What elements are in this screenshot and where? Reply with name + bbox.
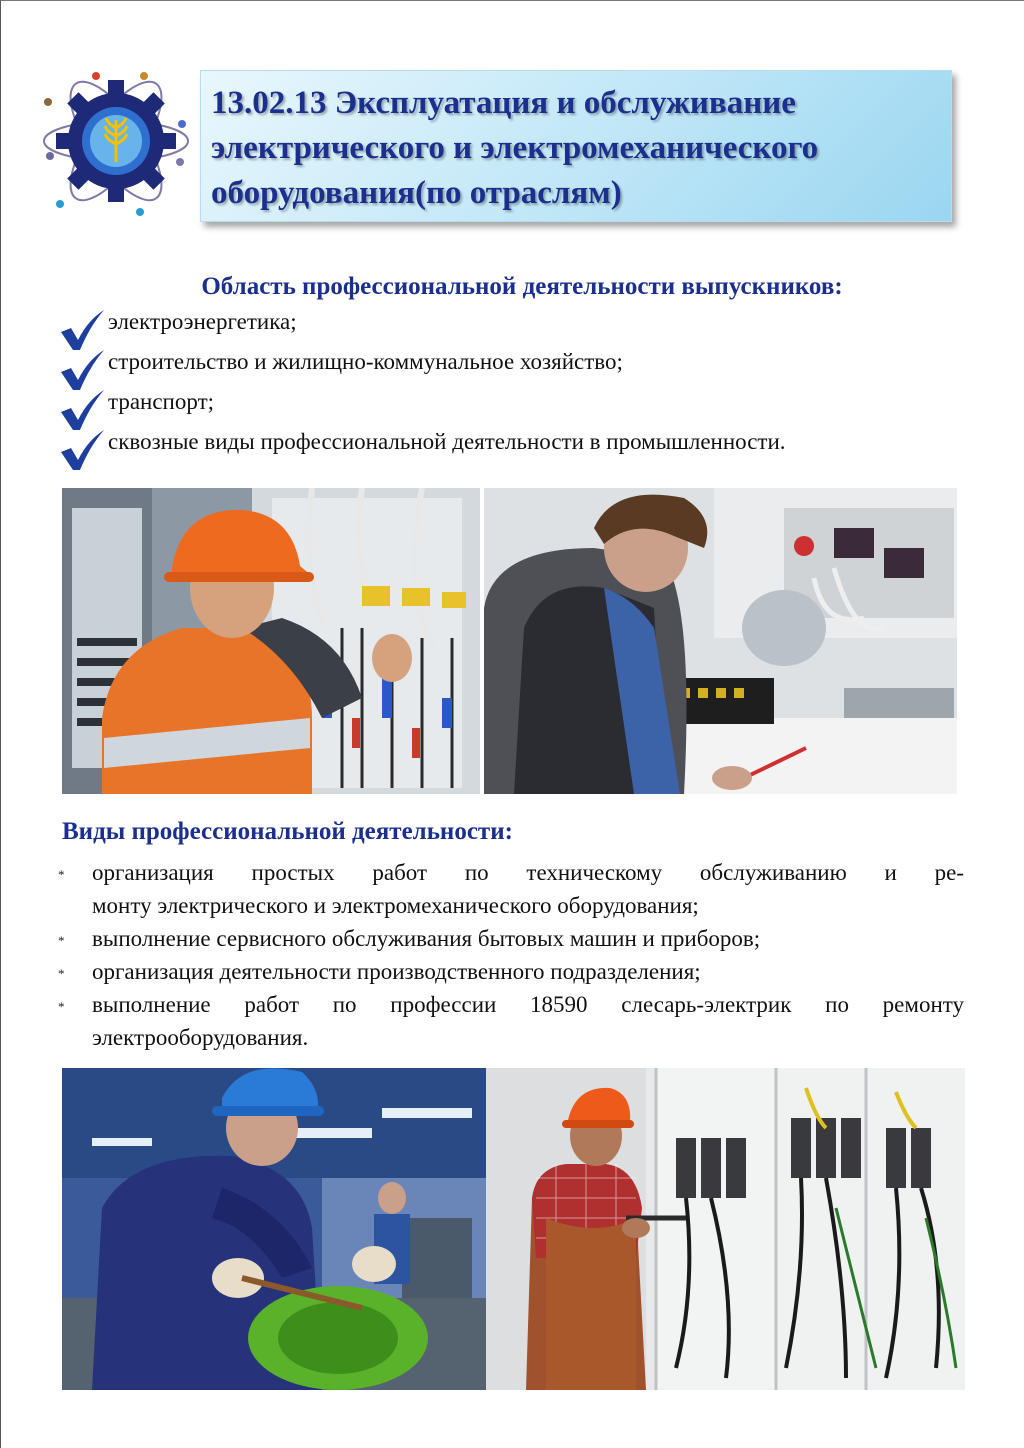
list-item (58, 955, 964, 988)
list-item-label: строительство и жилищно-коммунальное хозяйство; (108, 349, 623, 374)
area-heading: Область профессиональной деятельности выпускников: (201, 273, 843, 300)
photo-electrician-wiring-cabinet (486, 1068, 965, 1390)
activities-heading: Виды профессиональной деятельности: (62, 818, 513, 845)
title-line-1: 13.02.13 Эксплуатация и обслуживание (211, 85, 796, 121)
asterisk-bullet-icon: * (58, 999, 65, 1014)
list-item (58, 384, 988, 424)
title-banner (200, 70, 952, 222)
list-item-line: выполнение сервисного обслуживания бытовых машин и приборов; (92, 926, 761, 951)
list-item (58, 922, 964, 955)
list-item (58, 988, 964, 1054)
list-item-label: сквозные виды профессиональной деятельности в промышленности. (108, 429, 786, 454)
list-item-label: электроэнергетика; (108, 309, 297, 334)
list-item (58, 344, 988, 384)
area-list (58, 304, 988, 464)
asterisk-bullet-icon: * (58, 933, 65, 948)
college-logo (40, 62, 192, 220)
photo-electrician-orange-helmet (62, 488, 480, 794)
activities-list (58, 856, 964, 1054)
title-line-3: оборудования(по отраслям) (211, 175, 622, 211)
photo-worker-blue-helmet (62, 1068, 486, 1390)
list-item (58, 304, 988, 344)
list-item (58, 856, 964, 922)
title-line-2: электрического и электромеханического (211, 130, 819, 166)
list-item-label: транспорт; (108, 389, 215, 414)
list-item-line: монту электрического и электромеханического оборудования; (92, 893, 699, 918)
list-item (58, 424, 988, 464)
list-item-line: организация деятельности производственного подразделения; (92, 959, 701, 984)
photo-student-lab-bench (484, 488, 957, 794)
list-item-line: организация простых работ по техническому обслуживанию и ре- (92, 860, 964, 885)
page-title (211, 81, 941, 216)
list-item-line: электрооборудования. (92, 1025, 309, 1050)
asterisk-bullet-icon: * (58, 966, 65, 981)
list-item-line: выполнение работ по профессии 18590 слесарь-электрик по ремонту (92, 992, 964, 1017)
asterisk-bullet-icon: * (58, 867, 65, 882)
checkmark-icon (58, 428, 106, 472)
